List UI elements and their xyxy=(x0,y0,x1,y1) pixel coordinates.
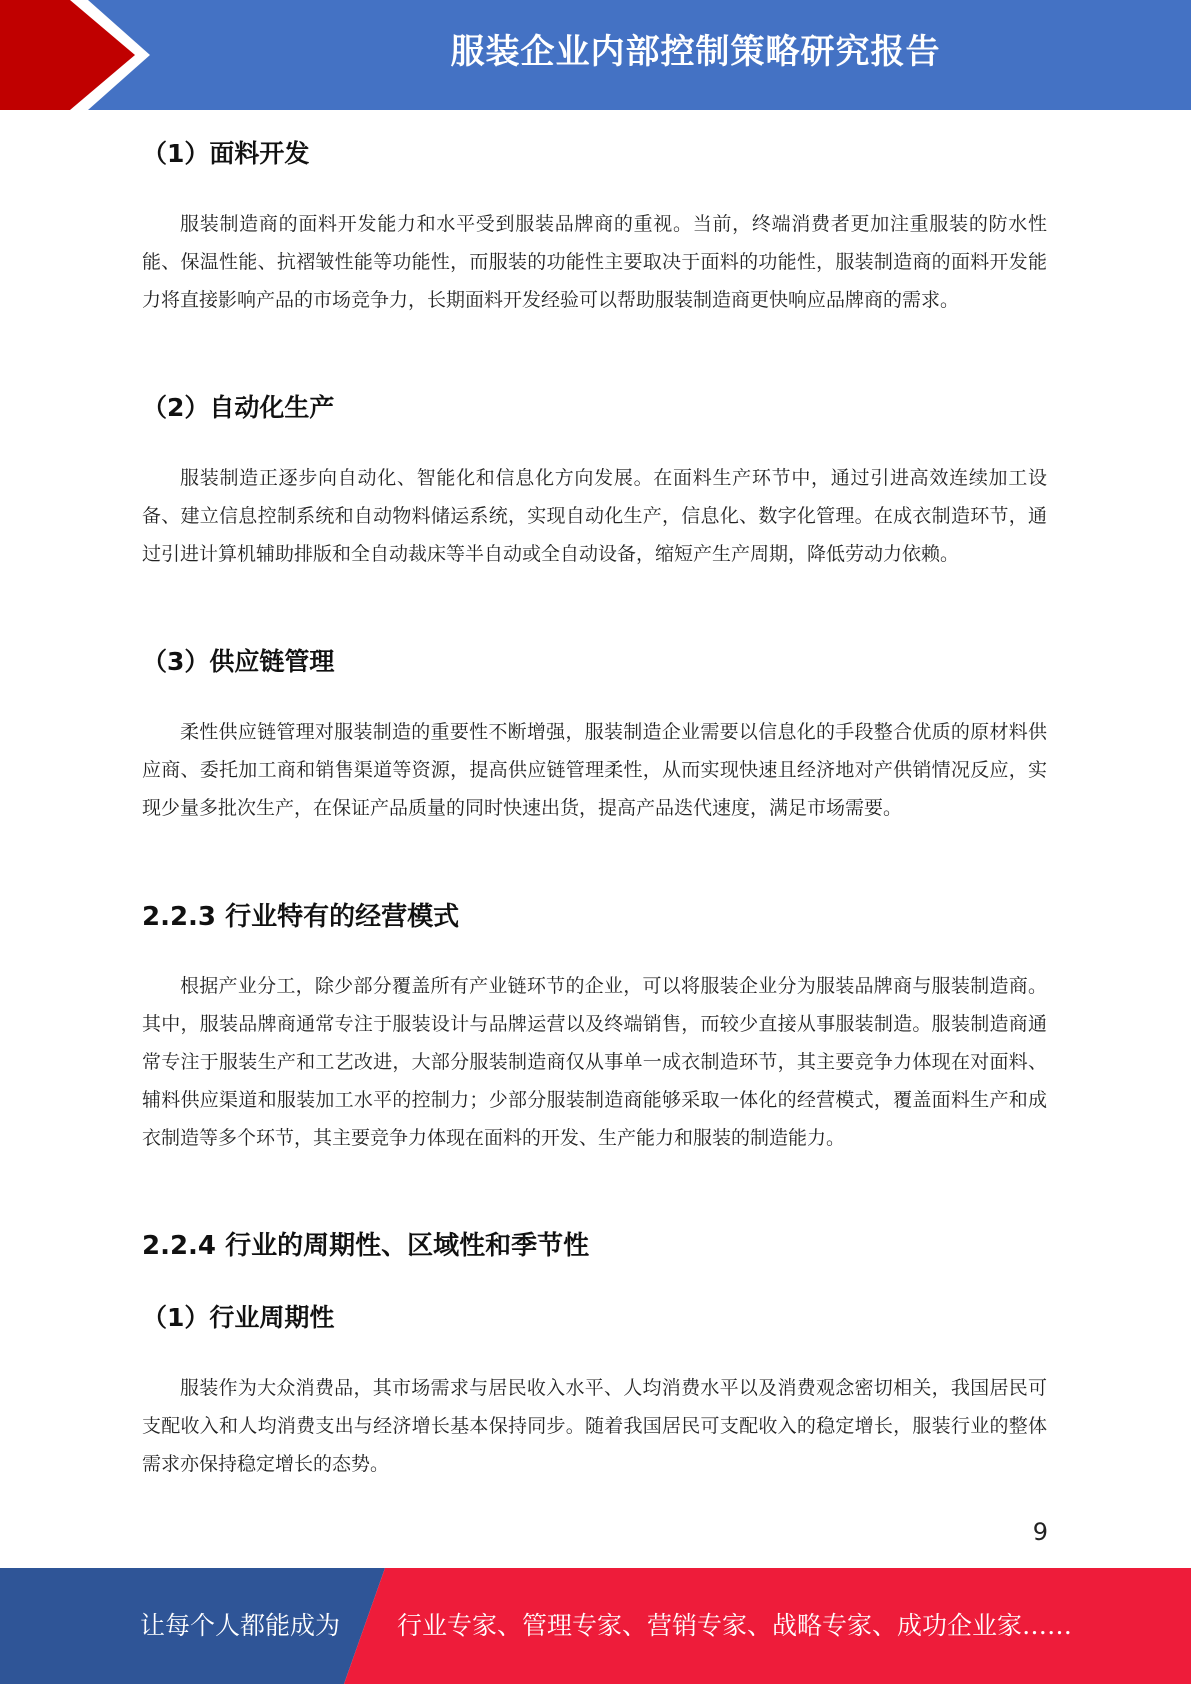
subheading-supply-chain: （3）供应链管理 xyxy=(142,647,335,676)
subheading-fabric-development: （1）面料开发 xyxy=(142,139,310,168)
heading-cyclicality: 2.2.4 行业的周期性、区域性和季节性 xyxy=(142,1231,590,1261)
paragraph-fabric-development: 服装制造商的面料开发能力和水平受到服装品牌商的重视。当前，终端消费者更加注重服装的防水性能、保温性能、抗褶皱性能等功能性，而服装的功能性主要取决于面料的功能性，服装制造商的面料开发能力将直接影响产品的市场竞争力，长期面料开发经验可以帮助服装制造商更快响应品牌商的需求。 xyxy=(142,213,1047,311)
document-title: 服装企业内部控制策略研究报告 xyxy=(450,32,941,72)
paragraph-automated-production: 服装制造正逐步向自动化、智能化和信息化方向发展。在面料生产环节中，通过引进高效连续加工设备、建立信息控制系统和自动物料储运系统，实现自动化生产，信息化、数字化管理。在成衣制造环节，通过引进计算机辅助排版和全自动裁床等半自动或全自动设备，缩短产生产周期，降低劳动力依赖。 xyxy=(142,467,1047,565)
page-number: 9 xyxy=(1032,1518,1048,1546)
paragraph-supply-chain: 柔性供应链管理对服装制造的重要性不断增强，服装制造企业需要以信息化的手段整合优质的原材料供应商、委托加工商和销售渠道等资源，提高供应链管理柔性，从而实现快速且经济地对产供销情况反应，实现少量多批次生产，在保证产品质量的同时快速出货，提高产品迭代速度，满足市场需要。 xyxy=(142,721,1047,819)
page-header xyxy=(0,0,1191,110)
footer-slogan-left: 让每个人都能成为 xyxy=(140,1611,341,1640)
subheading-industry-cyclicality: （1）行业周期性 xyxy=(142,1303,335,1332)
paragraph-business-model: 根据产业分工，除少部分覆盖所有产业链环节的企业，可以将服装企业分为服装品牌商与服装制造商。其中，服装品牌商通常专注于服装设计与品牌运营以及终端销售，而较少直接从事服装制造。服装制造商通常专注于服装生产和工艺改进，大部分服装制造商仅从事单一成衣制造环节，其主要竞争力体现在对面料、辅料供应渠道和服装加工水平的控制力；少部分服装制造商能够采取一体化的经营模式，覆盖面料生产和成衣制造等多个环节，其主要竞争力体现在面料的开发、生产能力和服装的制造能力。 xyxy=(142,975,1047,1149)
heading-business-model: 2.2.3 行业特有的经营模式 xyxy=(142,902,460,932)
page-footer xyxy=(0,1568,1191,1684)
footer-slogan-right: 行业专家、管理专家、营销专家、战略专家、成功企业家…… xyxy=(397,1611,1073,1640)
subheading-automated-production: （2）自动化生产 xyxy=(142,393,335,422)
paragraph-industry-cyclicality: 服装作为大众消费品，其市场需求与居民收入水平、人均消费水平以及消费观念密切相关，我国居民可支配收入和人均消费支出与经济增长基本保持同步。随着我国居民可支配收入的稳定增长，服装行业的整体需求亦保持稳定增长的态势。 xyxy=(142,1377,1047,1475)
